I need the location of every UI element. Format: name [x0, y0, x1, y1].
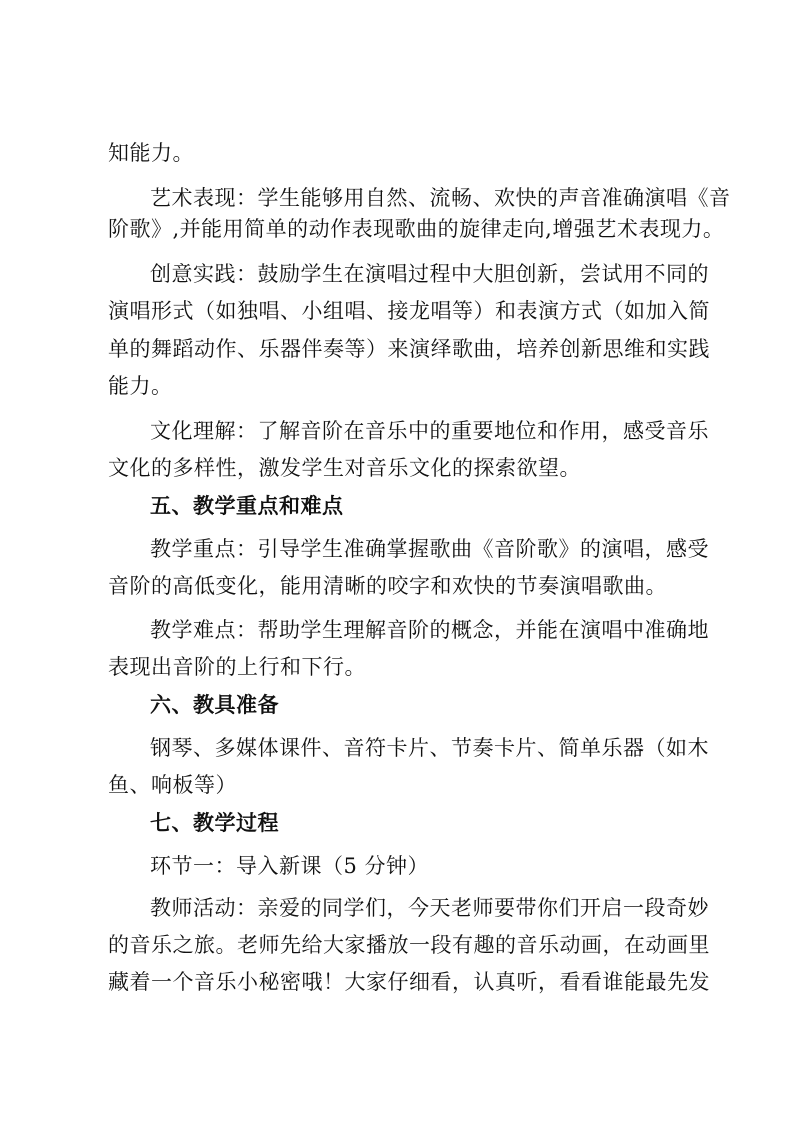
- body-text-line: 演唱形式（如独唱、小组唱、接龙唱等）和表演方式（如加入简: [108, 299, 710, 323]
- body-text-line: 教师活动：亲爱的同学们，今天老师要带你们开启一段奇妙: [150, 896, 709, 920]
- section-heading: 六、教具准备: [150, 693, 279, 717]
- body-text-line: 藏着一个音乐小秘密哦！大家仔细看，认真听，看看谁能最先发: [108, 970, 710, 994]
- body-text-line: 鱼、响板等）: [108, 773, 237, 797]
- body-text-line: 的音乐之旅。老师先给大家播放一段有趣的音乐动画，在动画里: [108, 933, 710, 957]
- body-text-line: 能力。: [108, 374, 173, 398]
- body-text-line: 教学难点：帮助学生理解音阶的概念，并能在演唱中准确地: [150, 618, 709, 642]
- body-text-line: 单的舞蹈动作、乐器伴奏等）来演绎歌曲，培养创新思维和实践: [108, 337, 710, 361]
- body-text-line: 音阶的高低变化，能用清晰的咬字和欢快的节奏演唱歌曲。: [108, 574, 667, 598]
- section-heading: 七、教学过程: [150, 811, 279, 835]
- body-text-line: 教学重点：引导学生准确掌握歌曲《音阶歌》的演唱，感受: [150, 537, 709, 561]
- body-text-line: 阶歌》,并能用简单的动作表现歌曲的旋律走向,增强艺术表现力。: [108, 217, 725, 241]
- body-text-line: 知能力。: [108, 141, 194, 165]
- body-text-line: 环节一：导入新课（5 分钟）: [150, 854, 430, 878]
- body-text-line: 文化理解：了解音阶在音乐中的重要地位和作用，感受音乐: [150, 419, 709, 443]
- body-text-line: 表现出音阶的上行和下行。: [108, 655, 366, 679]
- body-text-line: 文化的多样性，激发学生对音乐文化的探索欲望。: [108, 456, 581, 480]
- body-text-line: 创意实践：鼓励学生在演唱过程中大胆创新，尝试用不同的: [150, 262, 709, 286]
- section-heading: 五、教学重点和难点: [150, 494, 344, 518]
- body-text-line: 艺术表现：学生能够用自然、流畅、欢快的声音准确演唱《音: [150, 186, 731, 210]
- body-text-line: 钢琴、多媒体课件、音符卡片、节奏卡片、简单乐器（如木: [150, 736, 709, 760]
